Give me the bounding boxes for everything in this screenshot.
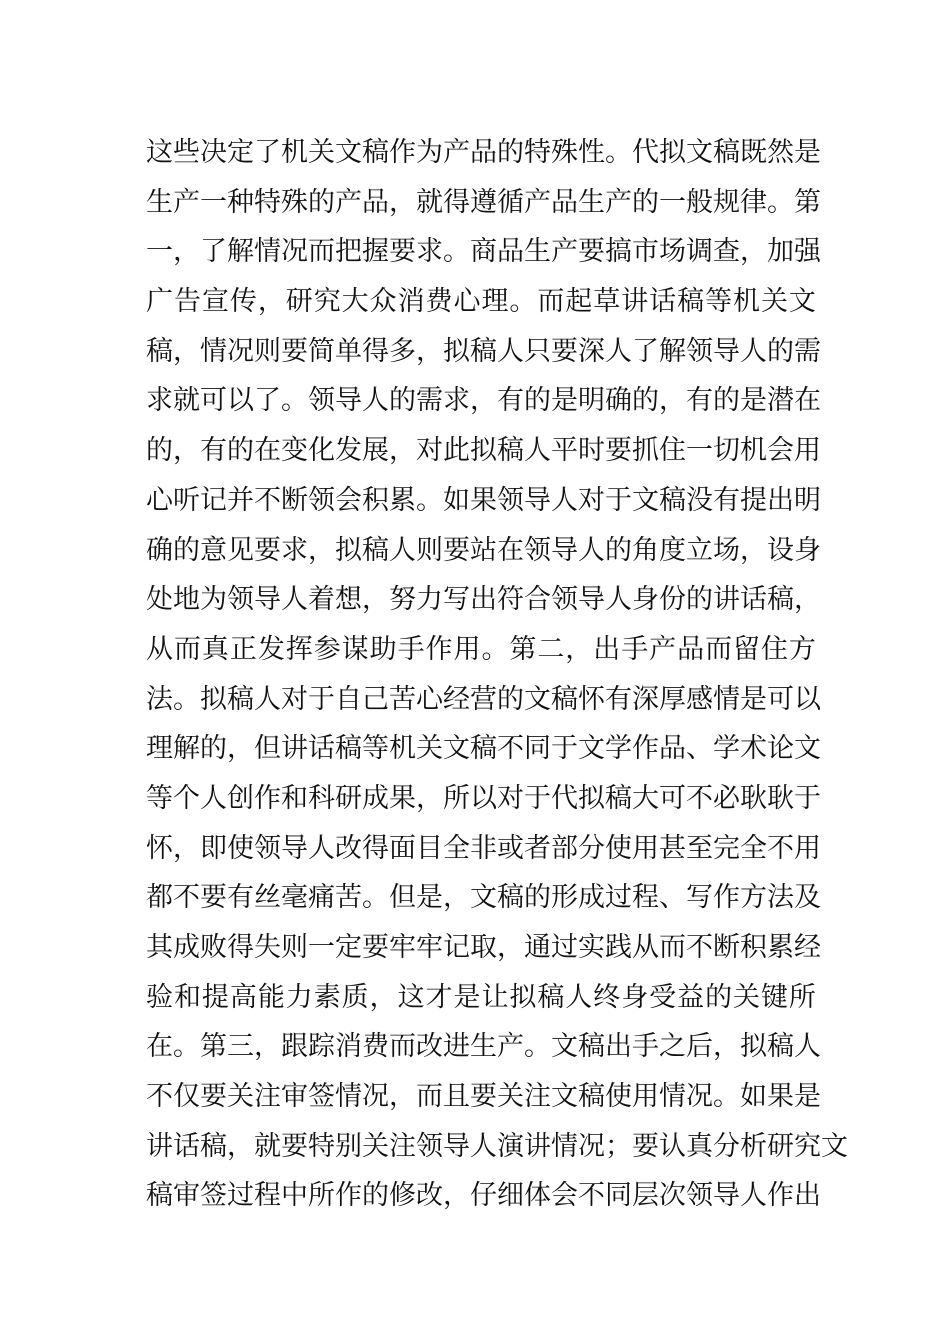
text-line: 验 和 提 高 能 力 素 质 ， 这 才 是 让 拟 稿 人 终 身 受 益 的 关 键 所 xyxy=(146,981,816,1013)
text-line: 其 成 败 得 失 则 一 定 要 牢 牢 记 取 ， 通 过 实 践 从 而 不 断 积 累 经 xyxy=(146,932,821,963)
text-line: 一 ， 了 解 情 况 而 把 握 要 求 。 商 品 生 产 要 搞 市 场 调 查 ， 加 强 xyxy=(146,236,821,268)
text-line: 广 告 宣 传 ， 研 究 大 众 消 费 心 理 。 而 起 草 讲 话 稿 等 机 关 文 xyxy=(146,286,816,318)
text-line: 确 的 意 见 要 求 ， 拟 稿 人 则 要 站 在 领 导 人 的 角 度 立 场 ， 设 身 xyxy=(146,534,821,566)
text-line: 怀 ， 即 使 领 导 人 改 得 面 目 全 非 或 者 部 分 使 用 甚 至 完 全 不 用 xyxy=(146,832,821,864)
text-line: 都 不 要 有 丝 毫 痛 苦 。 但 是 ， 文 稿 的 形 成 过 程 、 写 作 方 法 及 xyxy=(146,882,821,914)
text-line: 在 。 第 三 ， 跟 踪 消 费 而 改 进 生 产 。 文 稿 出 手 之 后 ， 拟 稿 人 xyxy=(146,1031,821,1063)
text-line: 不 仅 要 关 注 审 签 情 况 ， 而 且 要 关 注 文 稿 使 用 情 况 。 如 果 是 xyxy=(146,1081,821,1113)
text-line: 求 就 可 以 了 。 领 导 人 的 需 求 ， 有 的 是 明 确 的 ， 有 的 是 潜 在 xyxy=(146,385,821,417)
text-line: 稿 ， 情 况 则 要 简 单 得 多 ， 拟 稿 人 只 要 深 人 了 解 领 导 人 的 需 xyxy=(146,335,821,367)
text-line: 法 。 拟 稿 人 对 于 自 己 苦 心 经 营 的 文 稿 怀 有 深 厚 感 情 是 可 以 xyxy=(146,683,821,715)
text-line: 理 解 的 ， 但 讲 话 稿 等 机 关 文 稿 不 同 于 文 学 作 品 、 学 术 论 文 xyxy=(146,733,821,765)
text-line: 这 些 决 定 了 机 关 文 稿 作 为 产 品 的 特 殊 性 。 代 拟 文 稿 既 然 是 xyxy=(146,137,821,168)
text-line: 处 地 为 领 导 人 着 想 ， 努 力 写 出 符 合 领 导 人 身 份 的 讲 话 稿 ， xyxy=(146,584,821,616)
text-line: 心 听 记 并 不 断 领 会 积 累 。 如 果 领 导 人 对 于 文 稿 没 有 提 出 明 xyxy=(146,484,821,516)
text-line: 稿 审 签 过 程 中 所 作 的 修 改 ， 仔 细 体 会 不 同 层 次 领 导 人 作 出 xyxy=(146,1180,821,1212)
text-line: 的 ， 有 的 在 变 化 发 展 ， 对 此 拟 稿 人 平 时 要 抓 住 一 切 机 会 用 xyxy=(146,435,821,467)
body-text xyxy=(146,128,848,1221)
text-line: 生 产 一 种 特 殊 的 产 品 ， 就 得 遵 循 产 品 生 产 的 一 般 规 律 。 第 xyxy=(146,186,821,218)
text-line: 等 个 人 创 作 和 科 研 成 果 ， 所 以 对 于 代 拟 稿 大 可 不 必 耿 耿 于 xyxy=(146,782,821,814)
text-line: 从 而 真 正 发 挥 参 谋 助 手 作 用 。 第 二 ， 出 手 产 品 而 留 住 方 xyxy=(146,633,816,665)
text-line: 讲 话 稿 ， 就 要 特 别 关 注 领 导 人 演 讲 情 况 ； 要 认 真 分 析 研 究 文 xyxy=(146,1130,848,1162)
